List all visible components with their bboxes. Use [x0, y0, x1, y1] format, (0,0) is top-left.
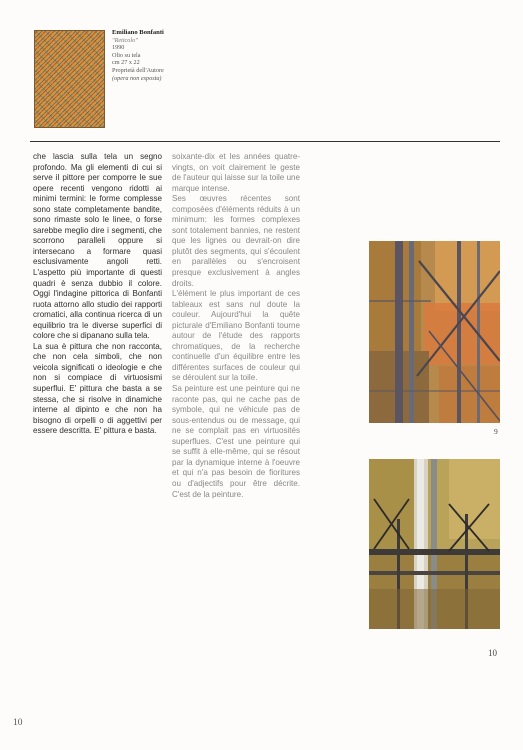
artwork-size: cm 27 x 22: [112, 59, 140, 67]
artwork-note: (opera non esposta): [112, 74, 162, 82]
french-paragraph: Ses œuvres récentes sont composées d'éléments réduits à un minimum: les formes complexes sont totalement bannies, ne restent que les lignes ou devrait-on dire plutôt des segments, qui s'écoulent en parallèles ou s'encroisent presque exclusivement à angles droits.: [172, 194, 300, 288]
french-paragraph: soixante-dix et les années quatre-vingts, on voit clairement le geste de l'auteur qui laisse sur la toile une marque intense.: [172, 152, 300, 193]
artwork-year: 1990: [112, 44, 125, 52]
artwork-title: "Reticolo": [112, 36, 138, 44]
painting-plate-10: [369, 459, 500, 629]
painting-plate-9: [369, 241, 500, 423]
italian-paragraph: La sua è pittura che non racconta, che non cela simboli, che non veicola significati o ideologie e che non si compiace di virtuosismi superflui. E' pittura che basta a se stessa, che si risolve in dinamiche interne al dipinto e che non ha bisogno di orpelli o di aggettivi per essere descritta. E' pittura e basta.: [33, 341, 162, 436]
page-number: 10: [13, 718, 23, 728]
french-paragraph: Sa peinture est une peinture qui ne raconte pas, qui ne cache pas de symbole, qui ne véhicule pas de sous-entendus ou de message, qui ne se complait pas en virtuosités superflues. C'est une peinture qui se suffit à elle-même, qui se résout par la dynamique interne à l'oeuvre et qui n'a pas besoin de fioritures ou d'adjectifs pour être décrite. C'est de la peinture.: [172, 384, 300, 499]
french-text-column: [172, 152, 300, 500]
reticolo-painting-thumbnail: [34, 30, 105, 128]
plate-number-10: 10: [488, 648, 497, 658]
artwork-medium: Olio su tela: [112, 51, 141, 59]
italian-paragraph: che lascia sulla tela un segno profondo. Ma gli elementi di cui si serve il pittore per comporre le sue opere recenti vengono ridotti ai minimi termini: le forme complesse sono state completamente bandite, sono rimaste solo le linee, o forse sarebbe meglio dire i segmenti, che scorrono paralleli oppure si intersecano a formare quasi esclusivamente angoli retti. L'aspetto più importante di questi quadri è senza dubbio il colore. Oggi l'indagine pittorica di Bonfanti ruota attorno allo studio dei rapporti cromatici, alla continua ricerca di un equilibrio tra le diverse superfici di colore che si dipanano sulla tela.: [33, 152, 162, 341]
plate-number-9: 9: [494, 427, 498, 436]
section-divider: [30, 141, 500, 142]
artist-name: Emiliano Bonfanti: [112, 29, 164, 36]
french-paragraph: L'élément le plus important de ces tableaux est sans nul doute la couleur. Aujourd'hui la quête picturale d'Emiliano Bonfanti tourne autour de l'étude des rapports chromatiques, de la recherche continuelle d'un équilibre entre les différentes surfaces de couleur qui se déroulent sur la toile.: [172, 289, 300, 383]
artwork-caption: [112, 29, 262, 82]
artwork-owner: Proprietà dell'Autore: [112, 66, 164, 74]
italian-text-column: [33, 152, 162, 437]
